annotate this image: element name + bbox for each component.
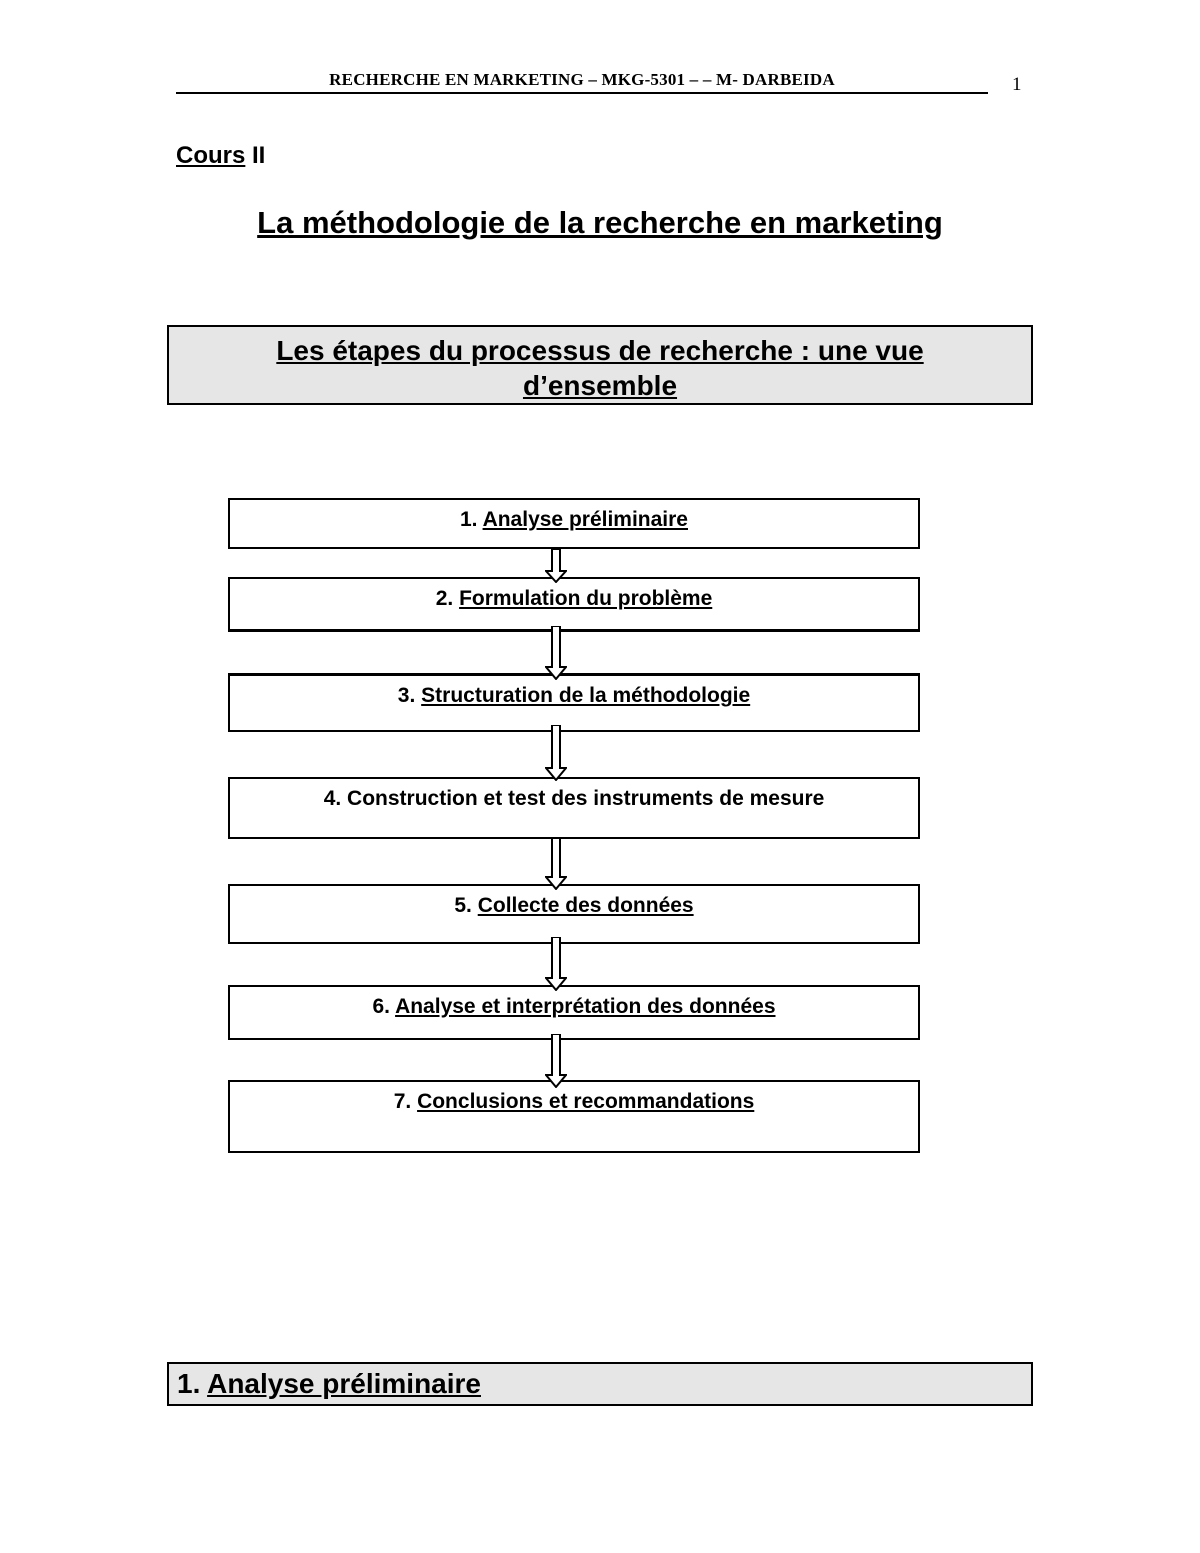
step-label: Collecte des données [477, 894, 694, 917]
step-number: 5. [454, 894, 478, 917]
step-box-2 [228, 577, 920, 632]
step-box-3 [228, 673, 920, 732]
section-banner [167, 1362, 1033, 1406]
step-number: 7. [393, 1090, 418, 1113]
section-label: Analyse préliminaire [207, 1368, 481, 1399]
step-number: 3. [397, 684, 422, 707]
down-arrow-icon [545, 725, 567, 781]
course-label [176, 142, 265, 170]
step-label: Analyse préliminaire [482, 508, 688, 531]
step-number: 6. [372, 995, 396, 1018]
course-label-word: Cours [176, 142, 246, 169]
step-label: Analyse et interprétation des données [395, 995, 776, 1018]
running-header: RECHERCHE EN MARKETING – MKG-5301 – – M- DARBEIDA [329, 70, 835, 89]
step-label: Structuration de la méthodologie [421, 684, 751, 707]
page-number: 1 [1012, 74, 1022, 95]
section-title [177, 1368, 481, 1400]
step-box-1 [228, 498, 920, 549]
step-number: 1. [459, 508, 483, 531]
header-rule [176, 92, 988, 94]
down-arrow-icon [545, 549, 567, 583]
section-number: 1. [177, 1368, 208, 1399]
overview-title-line2: d’ensemble [522, 370, 678, 401]
down-arrow-icon [545, 1034, 567, 1088]
step-label: Conclusions et recommandations [417, 1090, 755, 1113]
down-arrow-icon [545, 937, 567, 991]
step-label: 4. Construction et test des instruments de mesure [323, 787, 825, 810]
step-box-7 [228, 1080, 920, 1153]
step-label: Formulation du problème [459, 587, 713, 610]
overview-banner [167, 325, 1033, 405]
step-box-4 [228, 777, 920, 839]
step-number: 2. [435, 587, 460, 610]
overview-title [169, 333, 1031, 403]
overview-title-line1: Les étapes du processus de recherche : une vue [276, 335, 924, 366]
course-number: II [245, 142, 266, 169]
step-box-5 [228, 884, 920, 944]
down-arrow-icon [545, 626, 567, 680]
down-arrow-icon [545, 838, 567, 890]
step-box-6 [228, 985, 920, 1040]
page-title: La méthodologie de la recherche en marketing [257, 205, 943, 240]
